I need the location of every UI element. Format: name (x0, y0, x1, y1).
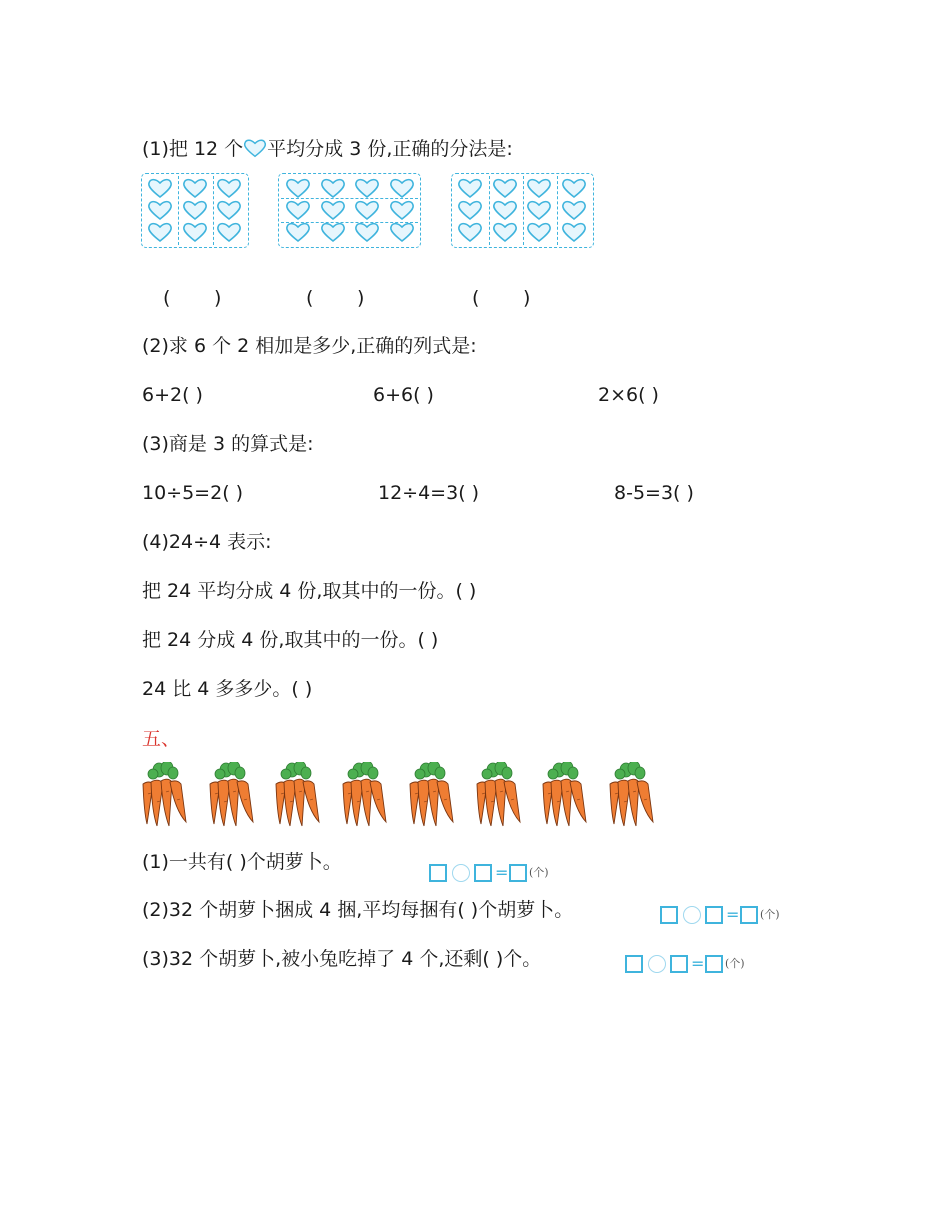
q2-prompt: (2)求 6 个 2 相加是多少,正确的列式是: (142, 335, 477, 357)
q1-choice-a-open: ( (163, 287, 171, 309)
carrot-bundle-icon (406, 762, 458, 828)
q1-choice-a-close: ) (214, 287, 222, 309)
q2-option-c-expr: 2×6 (598, 384, 639, 406)
heart-icon (285, 177, 311, 199)
heart-icon (182, 177, 208, 199)
q3-option-c-expr: 8-5=3 (614, 482, 674, 504)
operator-circle[interactable] (452, 864, 470, 882)
operator-circle[interactable] (648, 955, 666, 973)
q3-option-b-paren: ( ) (458, 482, 480, 504)
carrot-bundle-icon (473, 762, 525, 828)
carrot-bundle-icon (539, 762, 591, 828)
heart-icon (147, 221, 173, 243)
unit-label: (个) (529, 866, 549, 879)
carrot-bundle-icon (272, 762, 324, 828)
heart-icon (389, 177, 415, 199)
heart-icon (389, 199, 415, 221)
q3-option-b (378, 481, 479, 505)
heart-icon (457, 199, 483, 221)
heart-icon (285, 199, 311, 221)
q3-option-c-paren: ( ) (673, 482, 694, 504)
carrot-bundle-icon (339, 762, 391, 828)
answer-box[interactable] (625, 955, 643, 973)
q4-option-b (142, 628, 438, 652)
heart-icon (354, 199, 380, 221)
q2-option-b-expr: 6+6 (373, 384, 414, 406)
q1-choice-c-open: ( (472, 287, 480, 309)
section-5-heading: 五、 (142, 728, 181, 750)
heart-icon (389, 221, 415, 243)
heart-icon (320, 199, 346, 221)
heart-icon (285, 221, 311, 243)
q1-choice-c-close: ) (523, 287, 531, 309)
carrot-bundle-icon (606, 762, 658, 828)
heart-icon (147, 177, 173, 199)
heart-icon (182, 221, 208, 243)
q4-option-c (142, 677, 312, 701)
q2-option-b (373, 383, 434, 407)
q2-option-a-expr: 6+2 (142, 384, 183, 406)
q4-option-a-paren: ( ) (455, 580, 477, 602)
q4-option-a (142, 579, 476, 603)
q3-option-a (142, 481, 243, 505)
q2-option-a-paren: ( ) (182, 384, 203, 406)
q2-option-c (598, 383, 659, 407)
q1-choice-b-close: ) (357, 287, 365, 309)
heart-icon (492, 199, 518, 221)
heart-icon (526, 177, 552, 199)
carrot-bundle-icon (139, 762, 191, 828)
q2-option-b-paren: ( ) (413, 384, 434, 406)
unit-label: (个) (760, 908, 780, 921)
q1-choice-b-open: ( (306, 287, 314, 309)
q4-option-a-text: 把 24 平均分成 4 份,取其中的一份。 (142, 580, 456, 602)
heart-icon (354, 221, 380, 243)
q3-option-a-paren: ( ) (222, 482, 244, 504)
q3-option-a-expr: 10÷5=2 (142, 482, 223, 504)
answer-box[interactable] (670, 955, 688, 973)
heart-icon (216, 199, 242, 221)
heart-icon (492, 177, 518, 199)
heart-icon (182, 199, 208, 221)
s5-question-1: (1)一共有( )个胡萝卜。 (142, 851, 342, 873)
heart-icon (320, 221, 346, 243)
heart-icon (147, 199, 173, 221)
equals-sign: = (691, 954, 705, 973)
s5-question-2: (2)32 个胡萝卜捆成 4 捆,平均每捆有( )个胡萝卜。 (142, 899, 574, 921)
heart-icon (320, 177, 346, 199)
heart-icon (561, 177, 587, 199)
heart-icon (526, 199, 552, 221)
heart-icon (457, 177, 483, 199)
heart-icon (561, 199, 587, 221)
answer-box[interactable] (705, 955, 723, 973)
q4-option-c-paren: ( ) (291, 678, 313, 700)
operator-circle[interactable] (683, 906, 701, 924)
q4-option-c-text: 24 比 4 多多少。 (142, 678, 292, 700)
s5-question-3: (3)32 个胡萝卜,被小兔吃掉了 4 个,还剩( )个。 (142, 948, 542, 970)
q3-option-c (614, 481, 694, 505)
q3-prompt: (3)商是 3 的算式是: (142, 433, 314, 455)
heart-icon (526, 221, 552, 243)
q3-option-b-expr: 12÷4=3 (378, 482, 459, 504)
answer-box[interactable] (509, 864, 527, 882)
q4-option-b-text: 把 24 分成 4 份,取其中的一份。 (142, 629, 418, 651)
q1-prompt-post: 平均分成 3 份,正确的分法是: (267, 138, 513, 160)
answer-box[interactable] (660, 906, 678, 924)
q4-option-b-paren: ( ) (417, 629, 439, 651)
equals-sign: = (495, 863, 509, 882)
q1-prompt (142, 137, 513, 161)
answer-box[interactable] (740, 906, 758, 924)
answer-box[interactable] (474, 864, 492, 882)
heart-icon (216, 177, 242, 199)
heart-icon (492, 221, 518, 243)
answer-box[interactable] (705, 906, 723, 924)
heart-icon (561, 221, 587, 243)
unit-label: (个) (725, 957, 745, 970)
heart-icon (216, 221, 242, 243)
answer-box[interactable] (429, 864, 447, 882)
heart-icon (354, 177, 380, 199)
equals-sign: = (726, 905, 740, 924)
heart-icon (457, 221, 483, 243)
q2-option-a (142, 383, 203, 407)
carrot-bundle-icon (206, 762, 258, 828)
q4-prompt: (4)24÷4 表示: (142, 531, 272, 553)
q2-option-c-paren: ( ) (638, 384, 659, 406)
heart-icon (243, 137, 267, 159)
q1-prompt-pre: (1)把 12 个 (142, 138, 244, 160)
